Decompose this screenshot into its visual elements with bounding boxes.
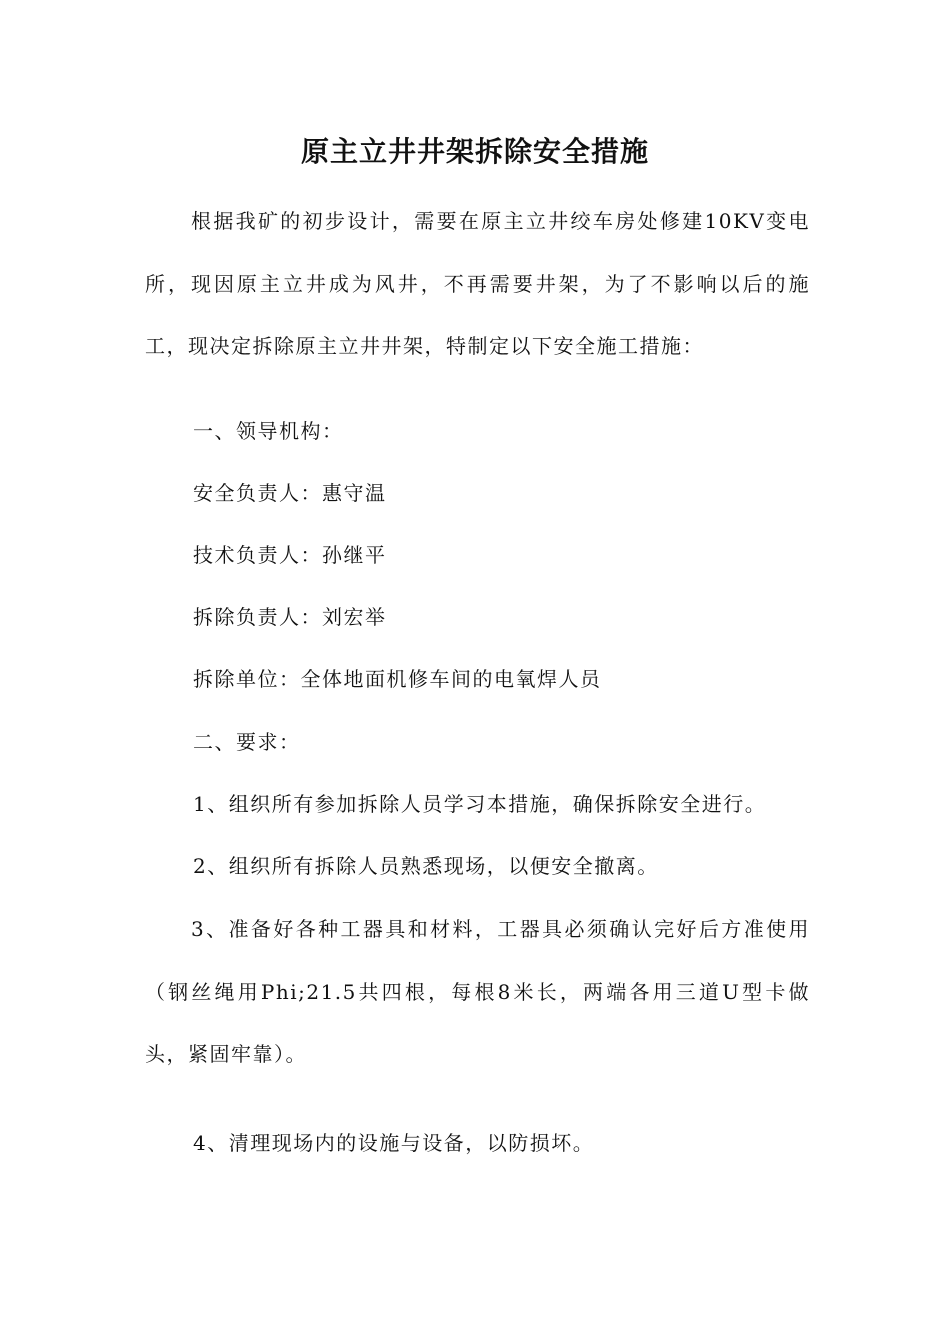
section-heading-requirements: 二、要求： [193,730,301,754]
document-title: 原主立井井架拆除安全措施 [300,135,649,168]
safety-lead-line: 安全负责人：惠守温 [193,481,387,505]
requirement-item-2: 2、组织所有拆除人员熟悉现场，以便安全撤离。 [193,854,659,878]
tech-lead-line: 技术负责人：孙继平 [193,543,387,567]
demolition-lead-line: 拆除负责人：刘宏举 [193,605,387,629]
requirement-item-4: 4、清理现场内的设施与设备，以防损坏。 [193,1131,595,1155]
intro-paragraph: 根据我矿的初步设计，需要在原主立井绞车房处修建10KV变电所，现因原主立井成为风井，不再需要井架，为了不影响以后的施工，现决定拆除原主立井井架，特制定以下安全施工措施： [145,209,810,358]
requirement-item-1: 1、组织所有参加拆除人员学习本措施，确保拆除安全进行。 [193,792,767,816]
requirement-item-3: 3、准备好各种工器具和材料，工器具必须确认完好后方准使用（钢丝绳用Phi;21.5共四根，每根8米长，两端各用三道U型卡做头，紧固牢靠）。 [145,917,810,1066]
demolition-unit-line: 拆除单位：全体地面机修车间的电氧焊人员 [193,667,602,691]
section-heading-leadership: 一、领导机构： [193,419,344,443]
